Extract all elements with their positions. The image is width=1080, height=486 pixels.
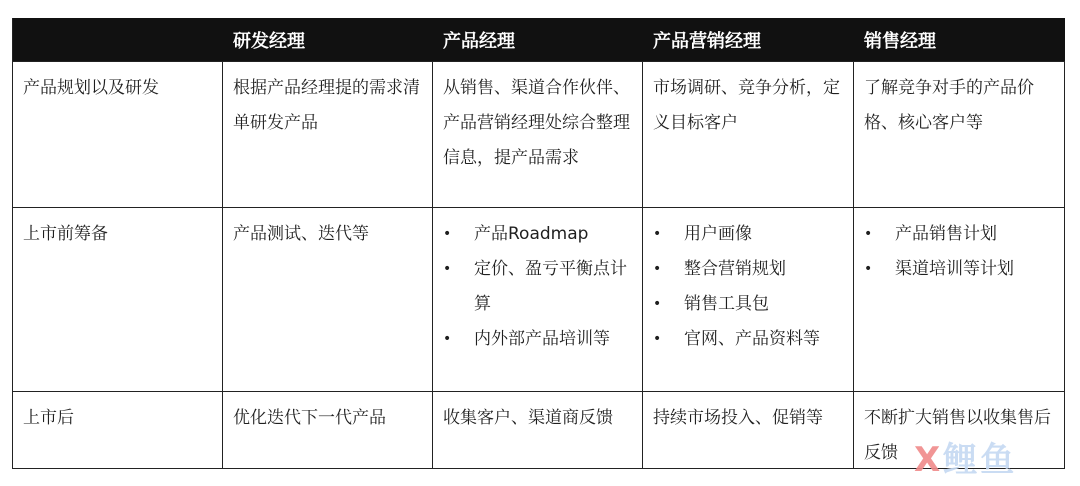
list-item-text: 渠道培训等计划 [895,259,1014,279]
list-item [864,217,1054,252]
bullet-icon: • [864,261,873,277]
bullet-icon: • [443,261,452,277]
list-item-text: 产品销售计划 [895,224,997,244]
role-table [12,18,1064,469]
bullet-icon: • [653,226,662,242]
watermark-text: 鲤鱼 [943,440,1018,480]
list-item [653,217,843,252]
bullet-list [653,217,843,357]
cell-postlaunch-product-manager: 收集客户、渠道商反馈 [433,391,643,469]
bullet-icon: • [653,331,662,347]
cell-planning-sales-manager: 了解竞争对手的产品价格、核心客户等 [854,61,1065,207]
cell-postlaunch-rd-manager: 优化迭代下一代产品 [223,391,433,469]
list-item-text: 内外部产品培训等 [474,329,610,349]
list-item-text: 用户画像 [684,224,752,244]
list-item [864,252,1054,287]
stage-planning-rd: 产品规划以及研发 [13,61,223,207]
header-product-manager: 产品经理 [433,18,643,61]
list-item-text: 产品Roadmap [474,224,589,244]
cell-prelaunch-marketing-manager [643,207,854,391]
stage-prelaunch: 上市前筹备 [13,207,223,391]
cell-prelaunch-product-manager [433,207,643,391]
bullet-icon: • [864,226,873,242]
cell-planning-rd-manager: 根据产品经理提的需求清单研发产品 [223,61,433,207]
list-item [443,217,632,252]
cell-postlaunch-marketing-manager: 持续市场投入、促销等 [643,391,854,469]
list-item [653,322,843,357]
cell-prelaunch-rd-manager: 产品测试、迭代等 [223,207,433,391]
bullet-list [864,217,1054,287]
watermark-logo [914,432,1017,481]
list-item [653,287,843,322]
bullet-icon: • [443,226,452,242]
header-sales-manager: 销售经理 [854,18,1065,61]
list-item-text: 官网、产品资料等 [684,329,820,349]
bullet-icon: • [443,331,452,347]
cell-postlaunch-sales-manager: 不断扩大销售以收集售后反馈 [854,391,1065,469]
watermark-x: X [914,440,944,480]
bullet-list [443,217,632,357]
list-item-text: 定价、盈亏平衡点计算 [474,259,627,314]
list-item [443,252,632,322]
cell-prelaunch-sales-manager [854,207,1065,391]
list-item [443,322,632,357]
list-item [653,252,843,287]
header-cell-empty [13,18,223,61]
bullet-icon: • [653,261,662,277]
list-item-text: 销售工具包 [684,294,769,314]
cell-planning-marketing-manager: 市场调研、竞争分析，定义目标客户 [643,61,854,207]
cell-planning-product-manager: 从销售、渠道合作伙伴、产品营销经理处综合整理信息，提产品需求 [433,61,643,207]
bullet-icon: • [653,296,662,312]
list-item-text: 整合营销规划 [684,259,786,279]
stage-postlaunch: 上市后 [13,391,223,469]
header-rd-manager: 研发经理 [223,18,433,61]
header-product-marketing-manager: 产品营销经理 [643,18,854,61]
